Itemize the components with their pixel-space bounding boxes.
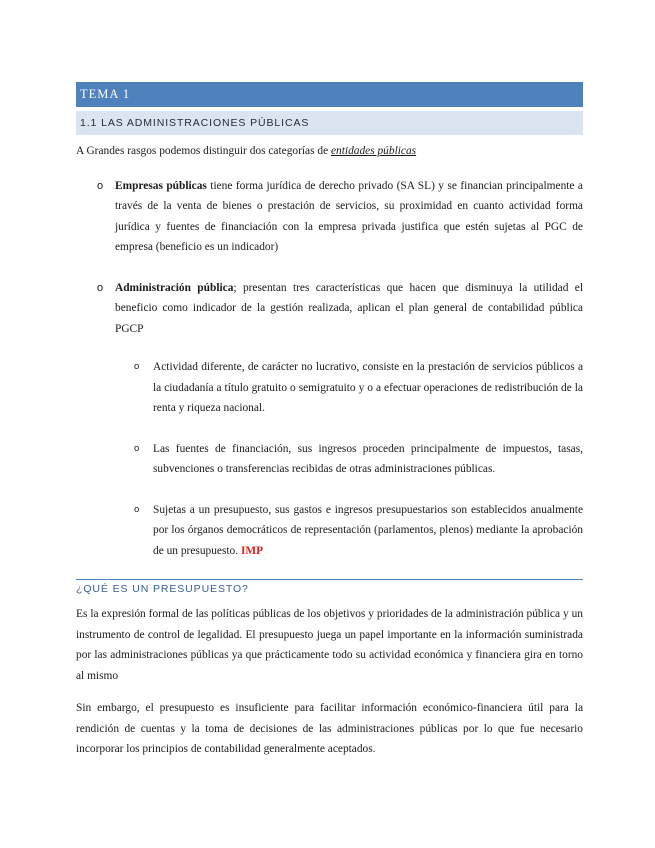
intro-paragraph [76,141,583,162]
paragraph-insufficient: Sin embargo, el presupuesto es insuficiente para facilitar información económico-financiera útil para la rendición de cuentas y la toma de decisiones de las administraciones públicas por lo que fue necesario incorporar los principios de contabilidad generalmente aceptados. [76,702,583,755]
sub-item-text: Sujetas a un presupuesto, sus gastos e ingresos presupuestarios son establecidos anualmente por los órganos democráticos de representación (parlamentos, plenos) mediante la aprobación de un presupuesto. [153,503,583,557]
section-heading: 1.1 LAS ADMINISTRACIONES PÚBLICAS [76,111,583,135]
item-term: Empresas públicas [115,179,207,192]
category-list [76,176,583,562]
intro-text: A Grandes rasgos podemos distinguir dos categorías de [76,145,331,157]
item-term: Administración pública [115,281,234,294]
bullet-icon: o [134,442,140,454]
sub-item [115,357,583,419]
subheading-presupuesto: ¿QUÉ ES UN PRESUPUESTO? [76,579,583,600]
characteristics-list [115,357,583,561]
item-text: ; presentan tres características que hacen que disminuya la utilidad el beneficio como indicador de la gestión realizada, aplican el plan general de contabilidad pública PGCP [115,281,584,335]
intro-emphasis: entidades públicas [330,145,417,157]
sub-item-text: Actividad diferente, de carácter no lucrativo, consiste en la prestación de servicios públicos a la ciudadanía a título gratuito o semigratuito y o a efectuar operaciones de redistribución de la renta y riqueza nacional. [153,361,583,414]
item-text: tiene forma jurídica de derecho privado (SA SL) y se financian principalmente a través de la venta de bienes o prestación de servicios, su proximidad en cuanto actividad forma jurídica y fuentes de financiación con la empresa privada justifica que estén sujetas al PGC de empresa (beneficio es un indicador) [115,179,583,253]
bullet-icon: o [97,281,104,294]
paragraph-definition: Es la expresión formal de las políticas públicas de los objetivos y prioridades de la administración pública y un instrumento de control de legalidad. El presupuesto juega un papel importante en la información suministrada por las administraciones públicas ya que prácticamente todo su actividad económica y financiera gira en torno al mismo [76,608,583,682]
list-item-empresas [76,176,583,258]
bullet-icon: o [97,179,104,192]
bullet-icon: o [134,503,140,515]
bullet-icon: o [134,361,140,372]
sub-item-text: Las fuentes de financiación, sus ingresos proceden principalmente de impuestos, tasas, subvenciones o transferencias recibidas de otras administraciones públicas. [153,442,583,475]
chapter-heading: TEMA 1 [76,82,583,107]
sub-item [115,439,583,480]
important-tag: IMP [240,544,264,557]
list-item-administracion [76,278,583,562]
sub-item [115,500,583,562]
document-page [76,82,583,760]
